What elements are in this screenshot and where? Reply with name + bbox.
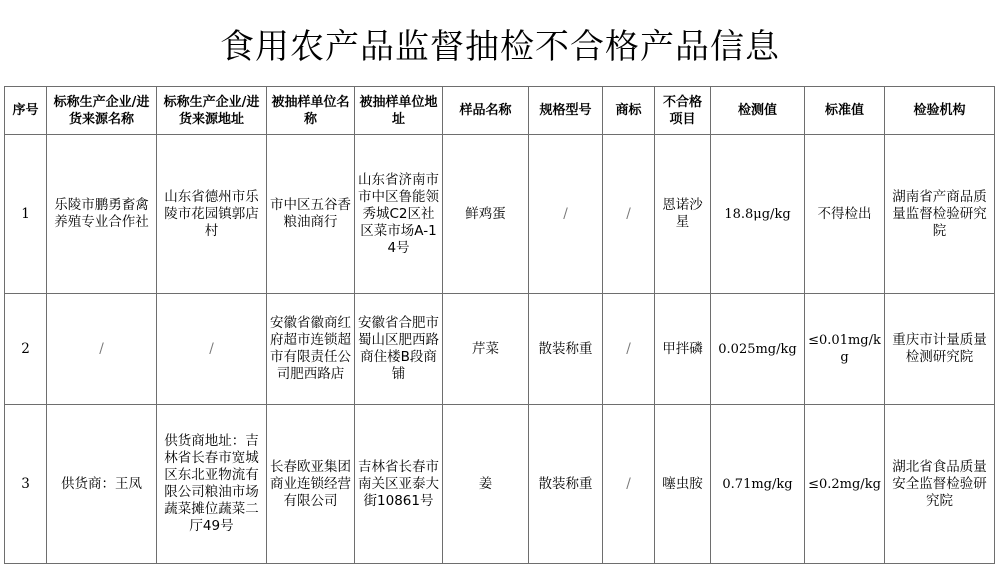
cell-sampled-unit-address[interactable]: 安徽省合肥市蜀山区肥西路商住楼B段商铺 bbox=[355, 294, 443, 405]
cell-sample-name[interactable]: 鲜鸡蛋 bbox=[443, 135, 529, 294]
header-producer-name[interactable]: 标称生产企业/进货来源名称 bbox=[47, 87, 157, 135]
cell-test-value[interactable]: 0.025mg/kg bbox=[711, 294, 805, 405]
cell-agency[interactable]: 湖北省食品质量安全监督检验研究院 bbox=[885, 405, 995, 564]
header-brand[interactable]: 商标 bbox=[603, 87, 655, 135]
cell-producer-name[interactable]: 供货商：王凤 bbox=[47, 405, 157, 564]
header-row bbox=[5, 87, 995, 135]
cell-agency[interactable]: 重庆市计量质量检测研究院 bbox=[885, 294, 995, 405]
cell-agency[interactable]: 湖南省产商品质量监督检验研究院 bbox=[885, 135, 995, 294]
cell-spec[interactable]: / bbox=[529, 135, 603, 294]
header-agency[interactable]: 检验机构 bbox=[885, 87, 995, 135]
cell-test-value[interactable]: 0.71mg/kg bbox=[711, 405, 805, 564]
cell-seq[interactable]: 2 bbox=[5, 294, 47, 405]
cell-standard-value[interactable]: ≤0.01mg/kg bbox=[805, 294, 885, 405]
cell-test-value[interactable]: 18.8μg/kg bbox=[711, 135, 805, 294]
cell-brand[interactable]: / bbox=[603, 294, 655, 405]
header-sampled-unit-address[interactable]: 被抽样单位地址 bbox=[355, 87, 443, 135]
cell-producer-address[interactable]: / bbox=[157, 294, 267, 405]
cell-seq[interactable]: 1 bbox=[5, 135, 47, 294]
header-test-value[interactable]: 检测值 bbox=[711, 87, 805, 135]
unqualified-products-table bbox=[4, 86, 995, 564]
cell-producer-name[interactable]: 乐陵市鹏勇畜禽养殖专业合作社 bbox=[47, 135, 157, 294]
cell-fail-item[interactable]: 恩诺沙星 bbox=[655, 135, 711, 294]
cell-sampled-unit-name[interactable]: 安徽省徽商红府超市连锁超市有限责任公司肥西路店 bbox=[267, 294, 355, 405]
cell-sample-name[interactable]: 姜 bbox=[443, 405, 529, 564]
header-seq[interactable]: 序号 bbox=[5, 87, 47, 135]
cell-fail-item[interactable]: 甲拌磷 bbox=[655, 294, 711, 405]
cell-sample-name[interactable]: 芹菜 bbox=[443, 294, 529, 405]
cell-sampled-unit-name[interactable]: 长春欧亚集团商业连锁经营有限公司 bbox=[267, 405, 355, 564]
cell-sampled-unit-name[interactable]: 市中区五谷香粮油商行 bbox=[267, 135, 355, 294]
cell-seq[interactable]: 3 bbox=[5, 405, 47, 564]
cell-fail-item[interactable]: 噻虫胺 bbox=[655, 405, 711, 564]
header-fail-item[interactable]: 不合格项目 bbox=[655, 87, 711, 135]
table-row bbox=[5, 405, 995, 564]
table-row bbox=[5, 294, 995, 405]
header-sampled-unit-name[interactable]: 被抽样单位名称 bbox=[267, 87, 355, 135]
header-spec[interactable]: 规格型号 bbox=[529, 87, 603, 135]
header-standard-value[interactable]: 标准值 bbox=[805, 87, 885, 135]
cell-brand[interactable]: / bbox=[603, 405, 655, 564]
cell-standard-value[interactable]: ≤0.2mg/kg bbox=[805, 405, 885, 564]
cell-producer-name[interactable]: / bbox=[47, 294, 157, 405]
cell-spec[interactable]: 散装称重 bbox=[529, 405, 603, 564]
page-title: 食用农产品监督抽检不合格产品信息 bbox=[220, 26, 780, 67]
cell-producer-address[interactable]: 山东省德州市乐陵市花园镇郭店村 bbox=[157, 135, 267, 294]
header-sample-name[interactable]: 样品名称 bbox=[443, 87, 529, 135]
cell-producer-address[interactable]: 供货商地址：吉林省长春市宽城区东北亚物流有限公司粮油市场蔬菜摊位蔬菜二厅49号 bbox=[157, 405, 267, 564]
table-row bbox=[5, 135, 995, 294]
cell-spec[interactable]: 散装称重 bbox=[529, 294, 603, 405]
cell-standard-value[interactable]: 不得检出 bbox=[805, 135, 885, 294]
cell-brand[interactable]: / bbox=[603, 135, 655, 294]
header-producer-address[interactable]: 标称生产企业/进货来源地址 bbox=[157, 87, 267, 135]
cell-sampled-unit-address[interactable]: 山东省济南市市中区鲁能领秀城C2区社区菜市场A-14号 bbox=[355, 135, 443, 294]
cell-sampled-unit-address[interactable]: 吉林省长春市南关区亚泰大街10861号 bbox=[355, 405, 443, 564]
